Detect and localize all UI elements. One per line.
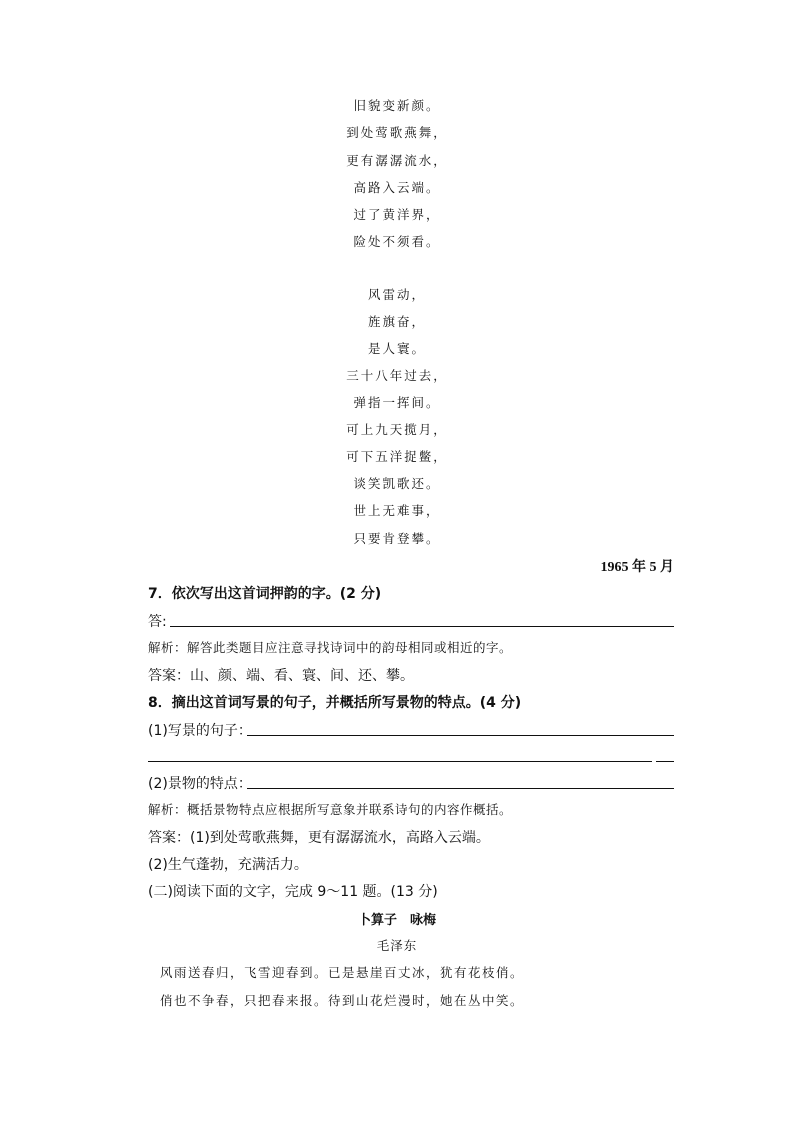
question-7: 7．依次写出这首词押韵的字。(2 分): [148, 586, 382, 602]
answer-8-part-2: (2)生气蓬勃，充满活力。: [148, 857, 308, 873]
poem-date: 1965 年 5 月: [600, 560, 674, 575]
poem-line: 过了黄洋界，: [353, 207, 441, 222]
poem-author: 毛泽东: [376, 938, 418, 953]
poem-line: 可上九天揽月，: [346, 422, 448, 437]
poem-line: 只要肯登攀。: [353, 531, 441, 546]
poem-title: 卜算子 咏梅: [357, 913, 436, 928]
analysis-7: 解析：解答此类题目应注意寻找诗词中的韵母相同或相近的字。: [148, 640, 513, 655]
poem-verse: 俏也不争春，只把春来报。待到山花烂漫时，她在丛中笑。: [160, 993, 525, 1008]
sub-question-2-blank-line[interactable]: [247, 788, 674, 789]
poem-line: 险处不须看。: [353, 234, 441, 249]
sub-question-2-label: (2)景物的特点：: [148, 776, 252, 792]
analysis-8: 解析：概括景物特点应根据所写意象并联系诗句的内容作概括。: [148, 802, 513, 817]
continuation-blank-line[interactable]: [148, 761, 652, 762]
poem-line: 世上无难事，: [353, 503, 441, 518]
poem-line: 是人寰。: [367, 341, 426, 356]
sub-question-1-label: (1)写景的句子：: [148, 723, 252, 739]
poem-line: 可下五洋捉鳖，: [346, 449, 448, 464]
poem-line: 高路入云端。: [353, 180, 441, 195]
poem-line: 更有潺潺流水，: [346, 153, 448, 168]
answer-7: 答案：山、颜、端、看、寰、间、还、攀。: [148, 668, 414, 684]
poem-line: 三十八年过去，: [346, 368, 448, 383]
section-2-intro: (二)阅读下面的文字，完成 9～11 题。(13 分): [148, 884, 438, 900]
poem-line: 到处莺歌燕舞，: [346, 125, 448, 140]
sub-question-1-blank-line[interactable]: [247, 735, 674, 736]
poem-line: 旧貌变新颜。: [353, 98, 441, 113]
question-8: 8．摘出这首词写景的句子，并概括所写景物的特点。(4 分): [148, 695, 522, 711]
answer-8-part-1: 答案：(1)到处莺歌燕舞，更有潺潺流水，高路入云端。: [148, 830, 490, 846]
poem-line: 风雷动，: [367, 287, 426, 302]
answer-blank-line[interactable]: [170, 626, 674, 627]
poem-line: 旌旗奋，: [367, 314, 426, 329]
poem-line: 谈笑凯歌还。: [353, 476, 441, 491]
poem-line: 弹指一挥间。: [353, 395, 441, 410]
continuation-blank-line-end[interactable]: [656, 761, 674, 762]
poem-verse: 风雨送春归，飞雪迎春到。已是悬崖百丈冰，犹有花枝俏。: [160, 965, 525, 980]
answer-label: 答:: [148, 614, 167, 630]
